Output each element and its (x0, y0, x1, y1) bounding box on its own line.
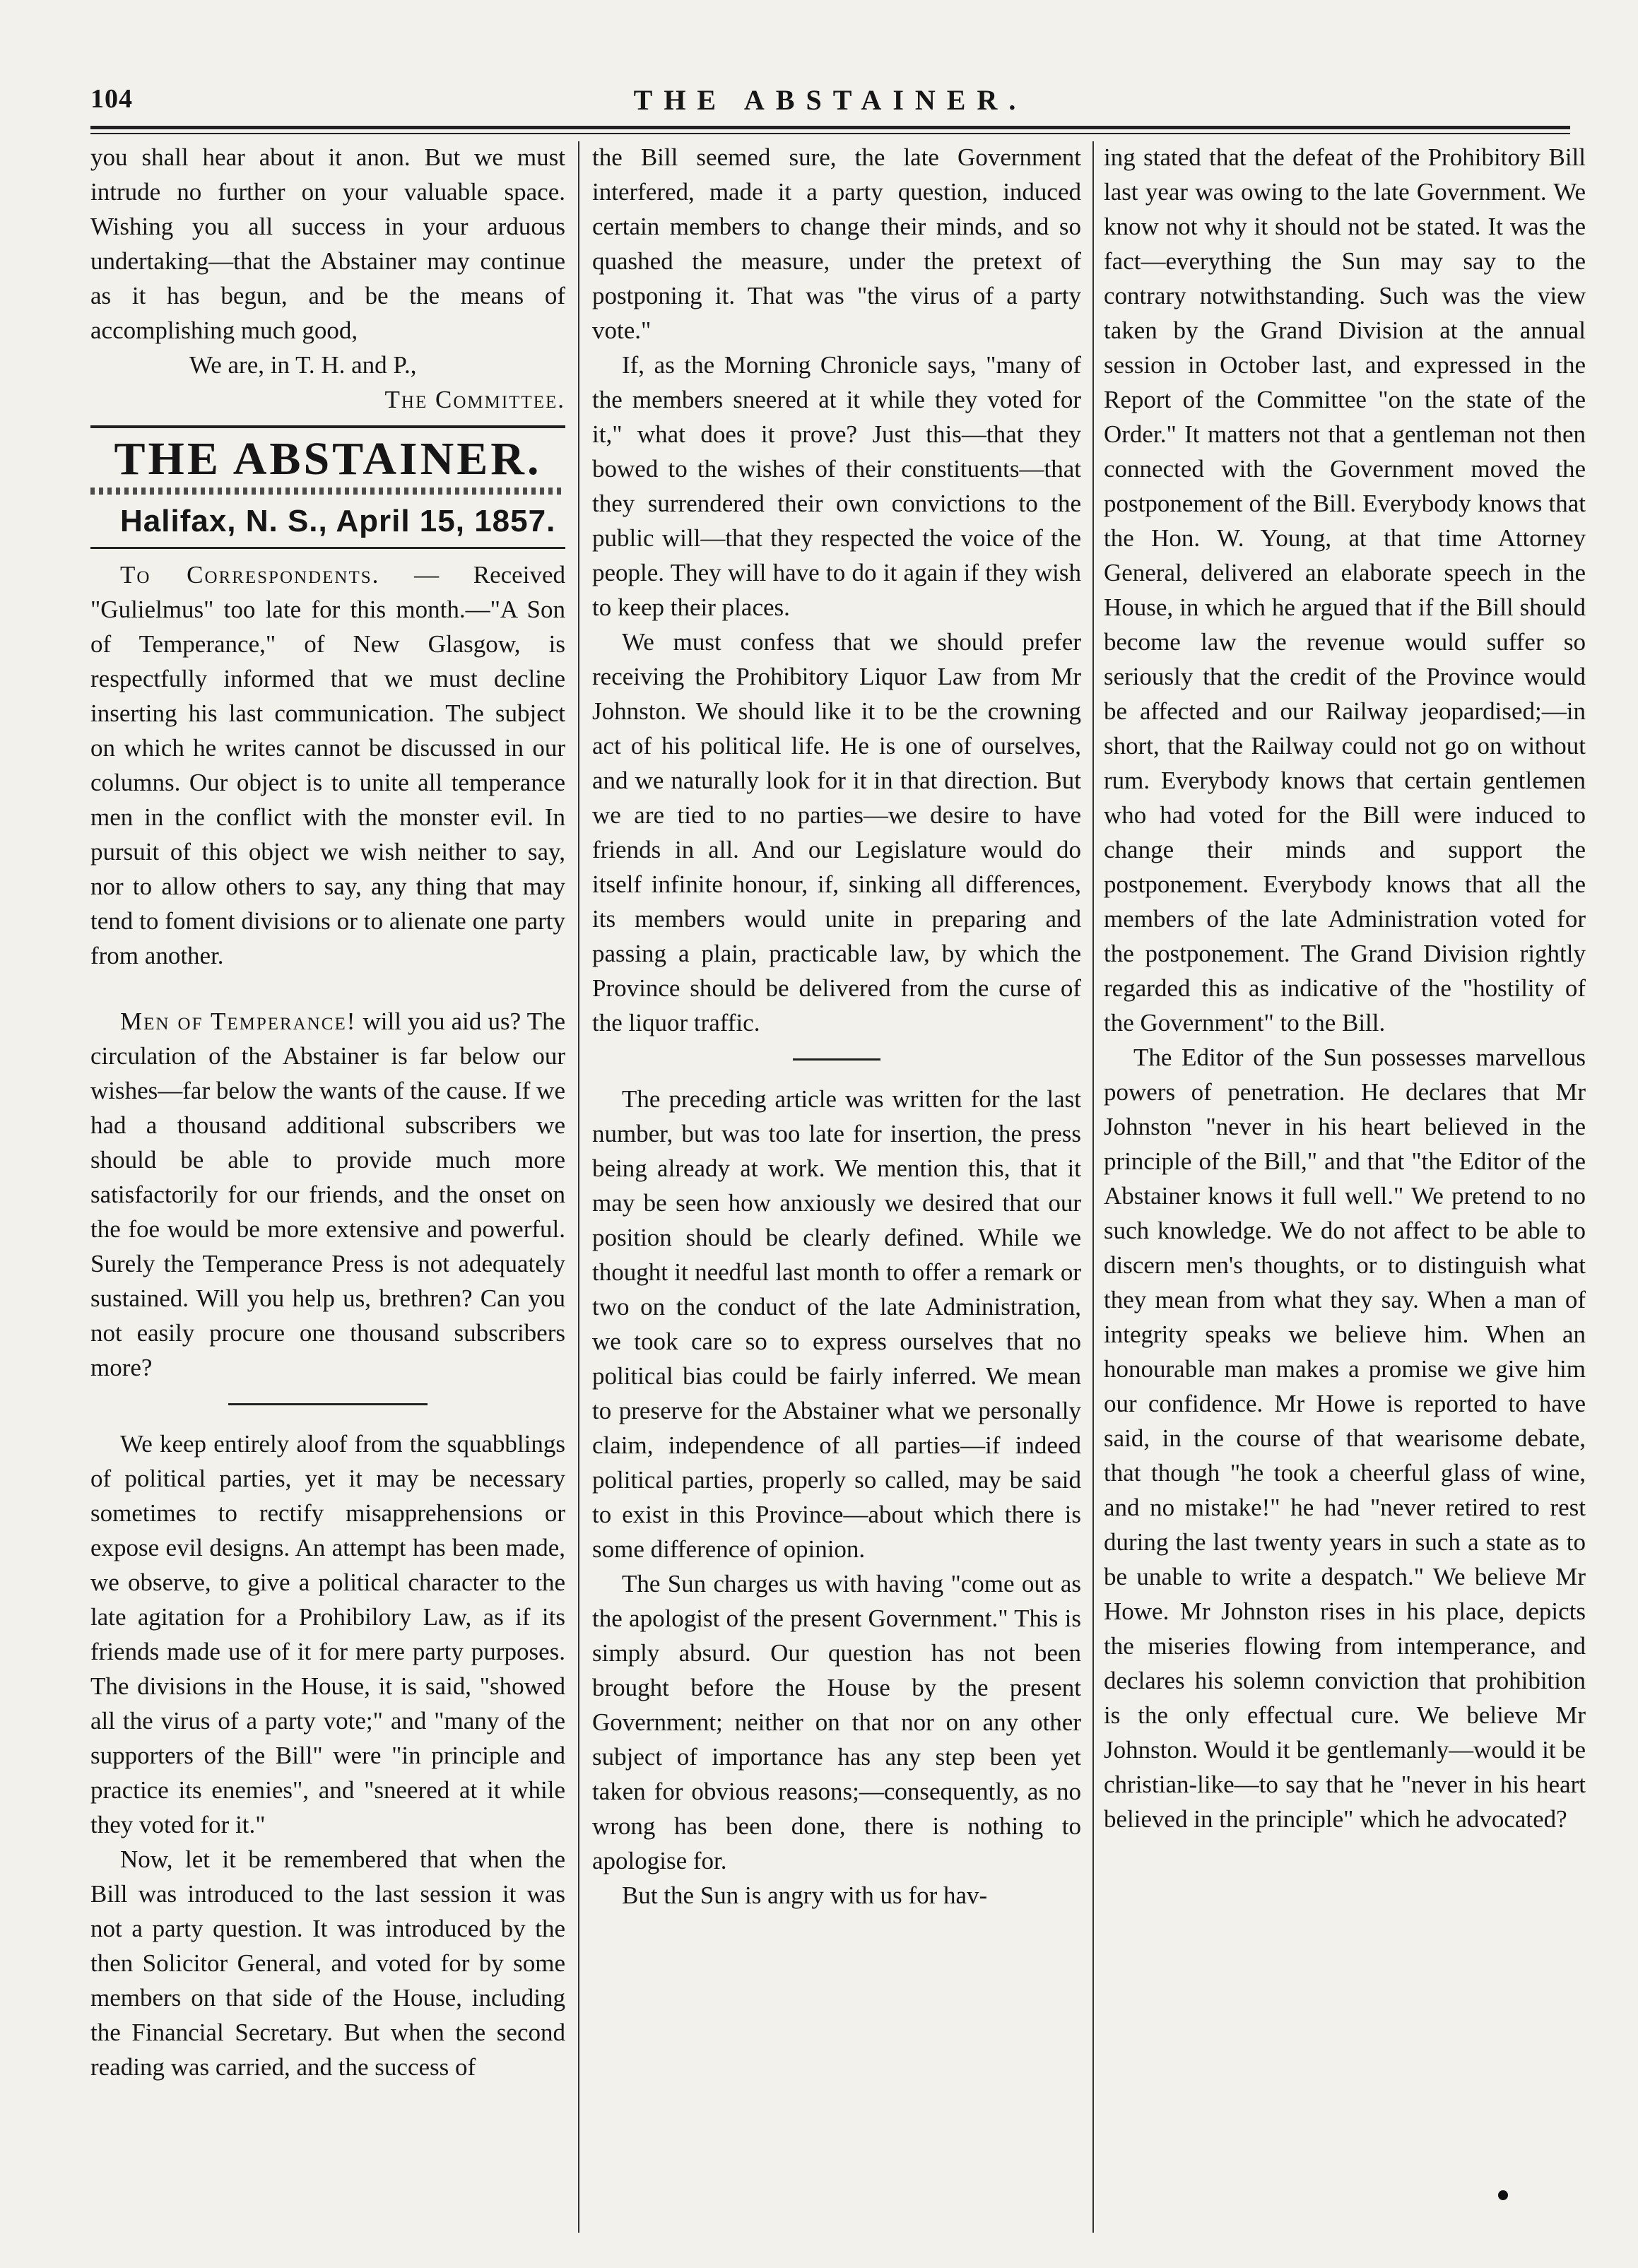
dateline-rule (90, 547, 565, 549)
column2-paragraph-6: But the Sun is angry with us for hav- (622, 1882, 988, 1909)
letter-signature: The Committee. (384, 386, 565, 413)
column3-paragraph-2: The Editor of the Sun possesses marvellous powers of penetration. He declares that Mr Johnston "never in his heart believed in the principle of the Bill," and that "the Editor of the Abstainer knows it full well." We pretend to no such knowledge. We do not affect to be able to discern men's thoughts, or to distinguish what they mean from what they say. When a man of integrity speaks we believe him. When an honourable man makes a promise we give him our confidence. Mr Howe is reported to have said, in the course of that wearisome debate, that though "he took a cheerful glass of wine, and no mistake!" he had "never retired to rest during the last twenty years in such a state as to be unable to write a despatch." We believe Mr Howe. Mr Johnston rises in his place, depicts the miseries flowing from intemperance, and declares his solemn conviction that prohibition is the only effectual cure. We believe Mr Johnston. Would it be gentlemanly—would it be christian-like—to say that he "never in his heart believed in the principle" which he advocated? (1104, 1044, 1586, 1833)
section-divider (793, 1058, 881, 1061)
column2-paragraph-2: If, as the Morning Chronicle says, "many of the members sneered at it while they voted for it," what does it prove? Just this—that they bowed to the wishes of their constituents—that they surrendered their own convictions to the public will—that they respected the voice of the people. They will have to do it again if they wish to keep their places. (592, 351, 1081, 621)
masthead-rule (90, 425, 565, 428)
column-divider-2 (1092, 141, 1094, 2233)
section-gap (90, 973, 565, 1004)
column-2 (592, 140, 1081, 2238)
column2-paragraph-5: The Sun charges us with having "come out as the apologist of the present Government." This is simply absurd. Our question has not been brought before the House by the present Government; neither on that nor on any other subject of importance has any step been yet taken for obvious reasons;—consequently, as no wrong has been done, there is nothing to apologise for. (592, 1570, 1081, 1874)
column2-paragraph-3: We must confess that we should prefer receiving the Prohibitory Liquor Law from Mr Johnston. We should like it to be the crowning act of his political life. He is one of ourselves, and we naturally look for it in that direction. But we are tied to no parties—we desire to have friends in all. And our Legislature would do itself infinite honour, if, sinking all differences, its members would unite in preparing and passing a plain, practicable law, by which the Province should be delivered from the curse of the liquor traffic. (592, 628, 1081, 1036)
masthead-title: THE ABSTAINER. (114, 433, 542, 485)
ink-dot (1498, 2190, 1508, 2200)
correspondents-heading: To Correspondents. (120, 561, 380, 589)
political-parties-paragraph: We keep entirely aloof from the squabblings of political parties, yet it may be necessary sometimes to rectify misapprehensions or expose evil designs. An attempt has been made, we observe, to give a political character to the late agitation for a Prohibilory Law, as if its friends made use of it for mere party purposes. The divisions in the House, it is said, "showed all the virus of a party vote;" and "many of the supporters of the Bill" were "in principle and practice its enemies", and "sneered at it while they voted for it." (90, 1430, 565, 1838)
section-divider (228, 1403, 428, 1405)
men-of-temperance-paragraph (90, 1004, 565, 1385)
header-rule-thin (90, 133, 1570, 134)
correspondents-text: — Received "Gulielmus" too late for this month.—"A Son of Temperance," of New Glasgow, is respectfully informed that we must decline inserting his last communication. The subject on which he writes cannot be discussed in our columns. Our object is to unite all temperance men in the conflict with the monster evil. In pursuit of this object we wish neither to say, nor to allow others to say, any thing that may tend to foment divisions or to alienate one party from another. (90, 561, 565, 969)
men-of-temperance-heading: Men of Temperance! (120, 1008, 357, 1035)
letter-signoff: We are, in T. H. and P., (189, 351, 417, 379)
column2-paragraph-4: The preceding article was written for the last number, but was too late for insertion, the press being already at work. We mention this, that it may be seen how anxiously we desired that our position should be clearly defined. While we thought it needful last month to offer a remark or two on the conduct of the late Administration, we took care so to express ourselves that no political bias could be fairly inferred. We mean to preserve for the Abstainer what we personally claim, independence of all parties—if indeed political parties, properly so called, may be said to exist in this Province—about which there is some difference of opinion. (592, 1085, 1081, 1563)
bill-history-paragraph: Now, let it be remembered that when the Bill was introduced to the last session it was not a party question. It was introduced by the then Solicitor General, and voted for by some members on that side of the House, including the Financial Secretary. But when the second reading was carried, and the success of (90, 1845, 565, 2081)
column-1 (90, 140, 565, 2238)
column2-paragraph-1: the Bill seemed sure, the late Government interfered, made it a party question, induced certain members to change their minds, and so quashed the measure, under the pretext of postponing it. That was "the virus of a party vote." (592, 143, 1081, 344)
correspondents-paragraph (90, 557, 565, 973)
column-3 (1104, 140, 1586, 2238)
column-divider-1 (578, 141, 579, 2233)
men-of-temperance-text: will you aid us? The circulation of the Abstainer is far below our wishes—far below the wants of the cause. If we had a thousand additional subscribers we should be able to provide much more satisfactorily for our friends, and the onset on the foe would be more extensive and powerful. Surely the Temperance Press is not adequately sustained. Will you help us, brethren? Can you not easily procure one thousand subscribers more? (90, 1008, 565, 1381)
page-number: 104 (90, 84, 133, 114)
dateline: Halifax, N. S., April 15, 1857. (120, 504, 556, 538)
letter-closing-paragraph: you shall hear about it anon. But we must intrude no further on your valuable space. Wishing you all success in your arduous undertaking—that the Abstainer may continue as it has begun, and be the means of accomplishing much good, (90, 143, 565, 344)
header-rule-thick (90, 126, 1570, 129)
running-head: THE ABSTAINER. (633, 84, 1027, 116)
masthead-ornament (90, 488, 565, 495)
column3-paragraph-1: ing stated that the defeat of the Prohibitory Bill last year was owing to the late Government. We know not why it should not be stated. It was the fact—everything the Sun may say to the contrary notwithstanding. Such was the view taken by the Grand Division at the annual session in October last, and expressed in the Report of the Committee "on the state of the Order." It matters not that a gentleman not then connected with the Government moved the postponement of the Bill. Everybody knows that the Hon. W. Young, at that time Attorney General, delivered an elaborate speech in the House, in which he argued that if the Bill should become law the revenue would suffer so seriously that the credit of the Province would be affected and our Railway jeopardised;—in short, that the Railway could not go on without rum. Everybody knows that certain gentlemen who had voted for the Bill were induced to change their minds and support the postponement. Everybody knows that all the members of the late Administration voted for the postponement. The Grand Division rightly regarded this as indicative of the "hostility of the Government" to the Bill. (1104, 143, 1586, 1036)
